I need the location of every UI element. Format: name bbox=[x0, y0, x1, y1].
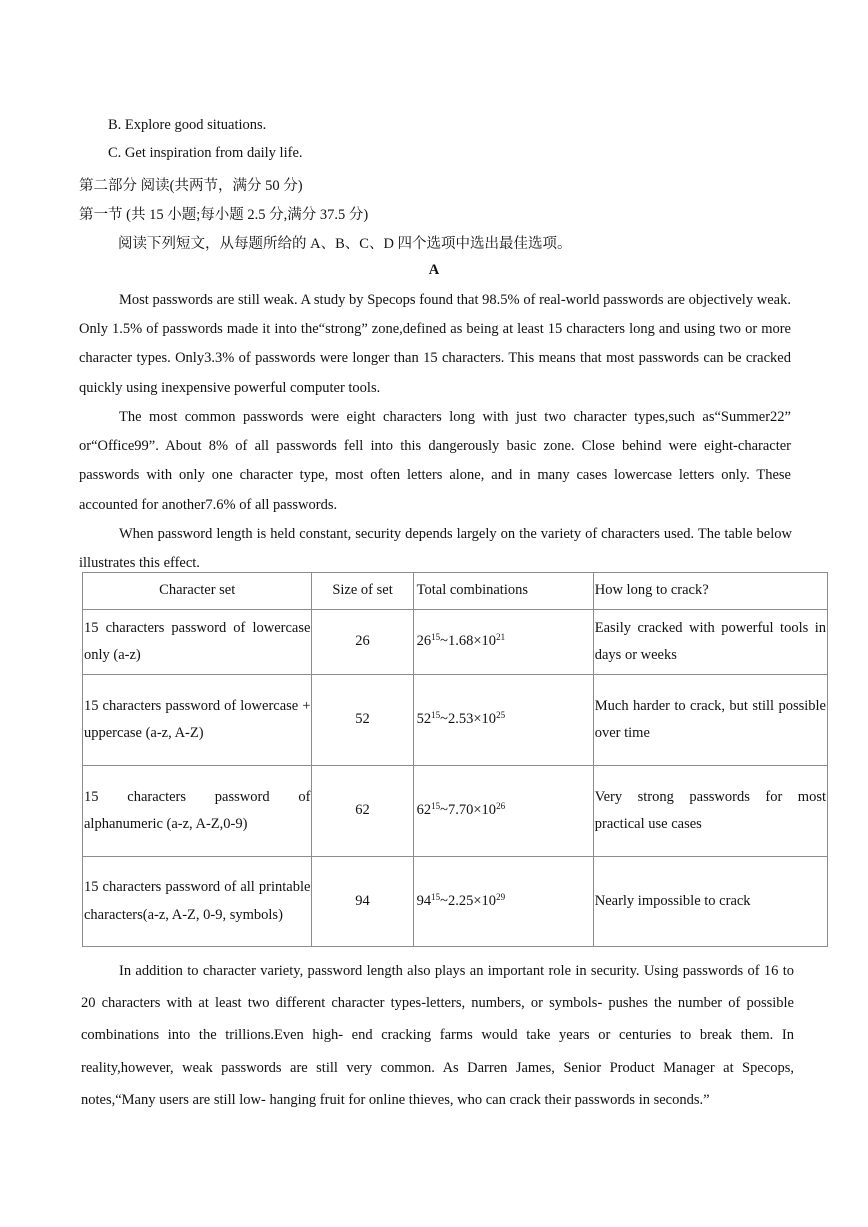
password-table bbox=[82, 572, 828, 947]
cell-size: 62 bbox=[312, 766, 413, 857]
cell-character-set: 15 characters password of lowercase + uppercase (a-z, A-Z) bbox=[83, 675, 312, 766]
approx-exponent: 26 bbox=[496, 801, 506, 812]
cell-combinations bbox=[413, 610, 593, 675]
cell-crack-time: Much harder to crack, but still possible over time bbox=[593, 675, 827, 766]
combination-exponent: 15 bbox=[431, 632, 441, 643]
table-row bbox=[83, 675, 828, 766]
header-size-of-set: Size of set bbox=[312, 573, 413, 610]
cell-character-set: 15 characters password of lowercase only (a-z) bbox=[83, 610, 312, 675]
cell-size: 26 bbox=[312, 610, 413, 675]
approx-exponent: 29 bbox=[496, 891, 506, 902]
cell-combinations bbox=[413, 857, 593, 947]
header-how-long: How long to crack? bbox=[593, 573, 827, 610]
combination-exponent: 15 bbox=[431, 891, 441, 902]
cell-character-set: 15 characters password of all printable characters(a-z, A-Z, 0-9, symbols) bbox=[83, 857, 312, 947]
combination-approx: ~7.70×10 bbox=[440, 802, 497, 819]
approx-exponent: 25 bbox=[496, 710, 506, 721]
instruction: 阅读下列短文，从每题所给的 A、B、C、D 四个选项中选出最佳选项。 bbox=[118, 236, 572, 252]
option-c: C. Get inspiration from daily life. bbox=[108, 145, 303, 161]
cell-crack-time: Easily cracked with powerful tools in days or weeks bbox=[593, 610, 827, 675]
cell-combinations bbox=[413, 766, 593, 857]
header-character-set: Character set bbox=[83, 573, 312, 610]
option-b: B. Explore good situations. bbox=[108, 117, 267, 133]
combination-base: 94 bbox=[416, 892, 432, 909]
part-title: 第二部分 阅读(共两节，满分 50 分) bbox=[79, 178, 303, 194]
cell-size: 52 bbox=[312, 675, 413, 766]
paragraph-3: When password length is held constant, security depends largely on the variety of characters used. The table below illustrates this effect. bbox=[79, 526, 792, 572]
table-row bbox=[83, 857, 828, 947]
table-row bbox=[83, 766, 828, 857]
paragraph-4: In addition to character variety, password length also plays an important role in security. Using passwords of 16 to 20 characters with at least two different character types-letters, numbers, or symbols- pushes the number of possible combinations into the trillions.Even high- end cracking farms would take years or centuries to break them. In reality,however, weak passwords are still very common. As Darren James, Senior Product Manager at Specops, notes,“Many users are still low- hanging fruit for online thieves, who can crack their passwords in seconds.” bbox=[81, 963, 794, 1108]
combination-approx: ~1.68×10 bbox=[440, 633, 497, 650]
paragraph-1: Most passwords are still weak. A study by Specops found that 98.5% of real-world passwords are objectively weak. Only 1.5% of passwords made it into the“strong” zone,defined as being at least 15 characters long and using two or more character types. Only3.3% of passwords were longer than 15 characters. This means that most passwords can be cracked quickly using inexpensive powerful computer tools. bbox=[79, 292, 791, 396]
passage-label: A bbox=[428, 262, 440, 278]
combination-base: 62 bbox=[416, 802, 432, 819]
combination-exponent: 15 bbox=[431, 801, 441, 812]
combination-exponent: 15 bbox=[431, 710, 441, 721]
section-title: 第一节 (共 15 小题;每小题 2.5 分,满分 37.5 分) bbox=[79, 207, 369, 223]
cell-crack-time: Nearly impossible to crack bbox=[593, 857, 827, 947]
header-total-combinations: Total combinations bbox=[413, 573, 593, 610]
cell-crack-time: Very strong passwords for most practical use cases bbox=[593, 766, 827, 857]
combination-base: 26 bbox=[416, 633, 432, 650]
combination-approx: ~2.25×10 bbox=[440, 892, 497, 909]
approx-exponent: 21 bbox=[496, 632, 506, 643]
table-row bbox=[83, 610, 828, 675]
combination-approx: ~2.53×10 bbox=[440, 711, 497, 728]
paragraph-2: The most common passwords were eight characters long with just two character types,such as“Summer22” or“Office99”. About 8% of all passwords fell into this dangerously basic zone. Close behind were eight-character passwords with only one character type, most often letters alone, and in many cases lowercase letters only. These accounted for another7.6% of all passwords. bbox=[79, 409, 791, 513]
table-header-row bbox=[83, 573, 828, 610]
combination-base: 52 bbox=[416, 711, 432, 728]
cell-character-set: 15 characters password of alphanumeric (a-z, A-Z,0-9) bbox=[83, 766, 312, 857]
cell-combinations bbox=[413, 675, 593, 766]
cell-size: 94 bbox=[312, 857, 413, 947]
